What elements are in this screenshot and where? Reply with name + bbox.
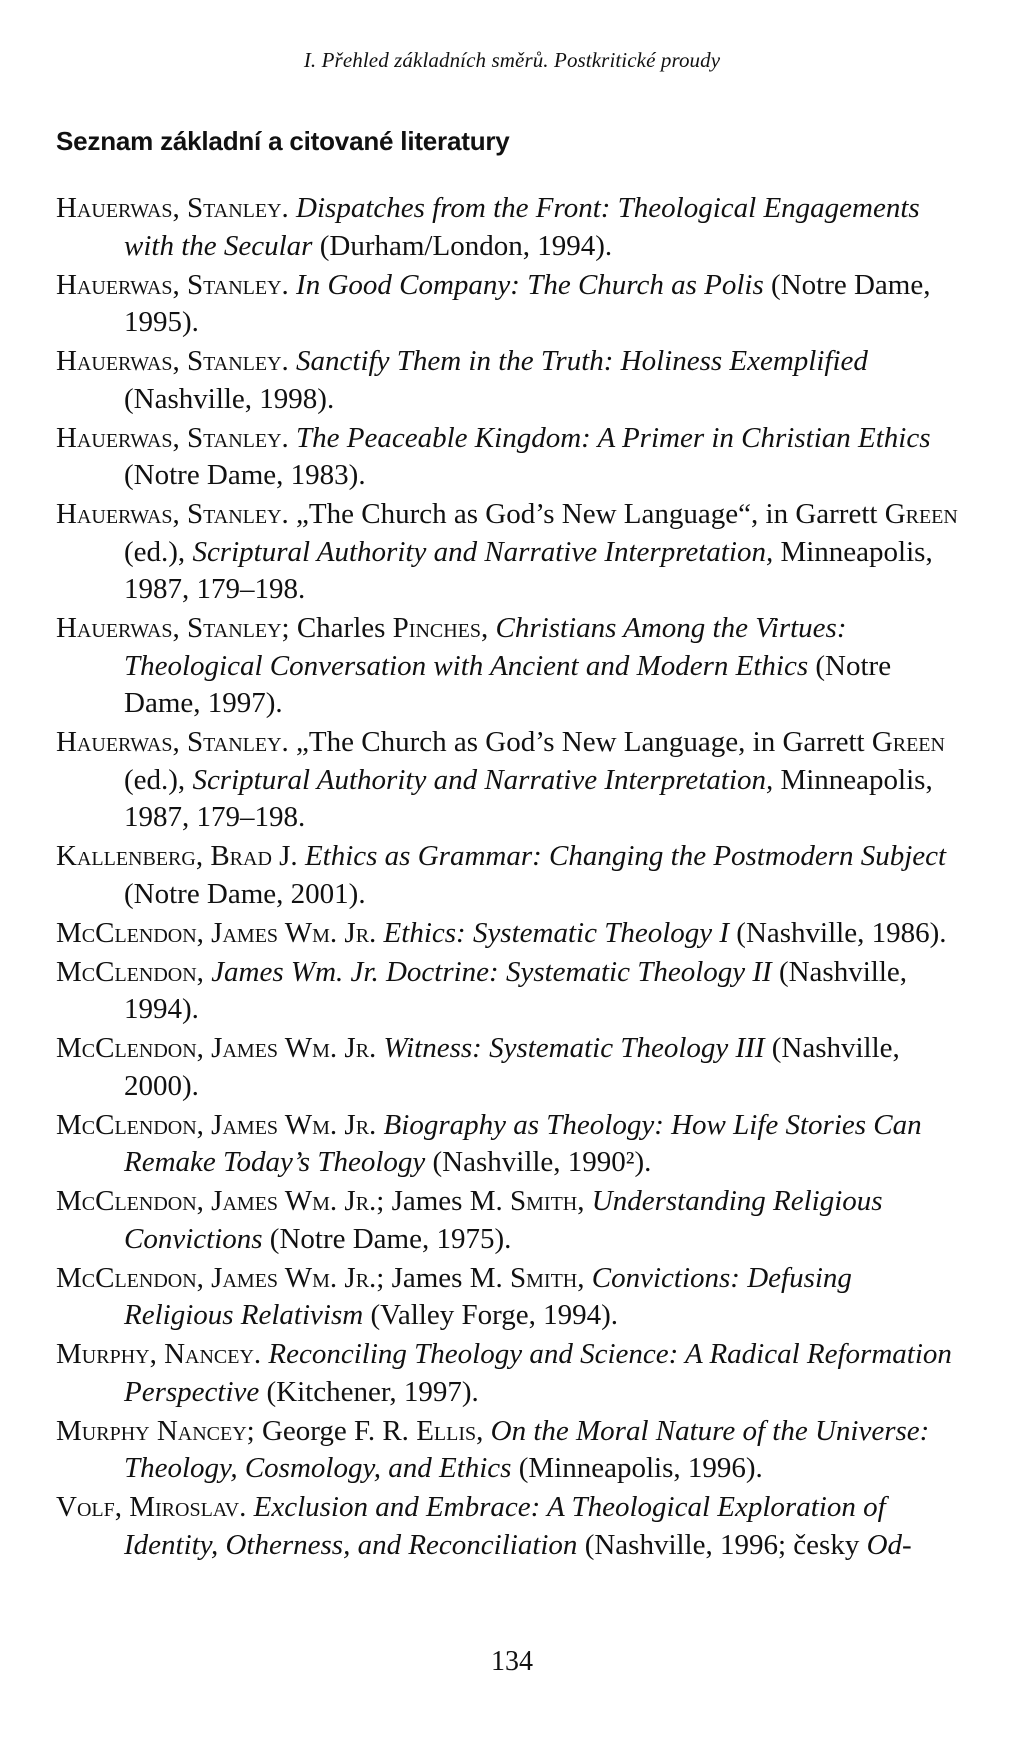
entry-title: Biography as Theology: How Life Stories Can Remake Today’s Theology	[124, 1108, 922, 1178]
bibliography-entry	[56, 1489, 966, 1564]
entry-text	[289, 269, 296, 301]
entry-coauthor: Ellis	[416, 1414, 477, 1447]
entry-text: James M.	[384, 1185, 511, 1217]
entry-publication: (Nashville, 1998).	[124, 382, 335, 415]
bibliography-entry	[56, 1336, 966, 1411]
bibliography-list	[56, 190, 966, 1566]
entry-text: „The Church as God’s New Language“, in Garrett	[288, 498, 885, 530]
bibliography-entry	[56, 610, 966, 723]
bibliography-entry	[56, 1260, 966, 1335]
page-number: 134	[491, 1646, 533, 1677]
entry-publication: (Minneapolis, 1996).	[511, 1452, 763, 1484]
entry-publication: (Nashville, 1986).	[729, 916, 947, 949]
bibliography-entry	[56, 420, 966, 495]
bibliography-entry	[56, 496, 966, 609]
entry-title: Exclusion and Embrace: A Theological Exploration of Identity, Otherness, and Reconciliation	[124, 1491, 886, 1561]
entry-publication: (Nashville, 2000).	[124, 1032, 900, 1102]
entry-author: McClendon, James Wm. Jr.;	[56, 1261, 385, 1294]
entry-coauthor: Pinches	[392, 612, 482, 644]
entry-text: (ed.),	[124, 763, 193, 796]
entry-title: In Good Company: The Church as Polis	[296, 268, 764, 301]
entry-author: McClendon, James Wm. Jr.	[56, 1108, 377, 1141]
bibliography-entry	[56, 724, 966, 837]
entry-text	[298, 840, 305, 872]
entry-title-continued: Od-	[866, 1528, 912, 1561]
entry-author: Hauerwas, Stanley.	[56, 345, 289, 377]
entry-publication: (Kitchener, 1997).	[259, 1375, 479, 1408]
entry-title: Scriptural Authority and Narrative Interpretation,	[192, 763, 774, 796]
entry-text	[376, 1109, 383, 1141]
entry-text: Charles	[289, 612, 393, 644]
bibliography-entry	[56, 343, 966, 418]
bibliography-entry	[56, 954, 966, 1029]
entry-text	[376, 917, 383, 949]
entry-title: Ethics: Systematic Theology I	[383, 916, 730, 949]
entry-text: „The Church as God’s New Language, in Garrett	[288, 726, 872, 758]
entry-publication: Minneapolis, 1987, 179–198.	[124, 535, 933, 605]
entry-title: Witness: Systematic Theology III	[383, 1032, 765, 1064]
entry-publication: (Notre Dame, 2001).	[124, 877, 366, 910]
entry-author: Hauerwas, Stanley;	[56, 612, 290, 644]
entry-author: McClendon, James Wm. Jr.;	[56, 1185, 385, 1217]
entry-author: Hauerwas, Stanley.	[56, 498, 289, 530]
section-title: Seznam základní a citované literatury	[56, 126, 510, 156]
entry-author: Hauerwas, Stanley.	[56, 192, 289, 224]
entry-title: Christians Among the Virtues: Theological Conversation with Ancient and Modern Ethics	[124, 612, 847, 682]
entry-title: Reconciling Theology and Science: A Radical Reformation Perspective	[124, 1338, 952, 1408]
entry-title: Understanding Religious Convictions	[124, 1185, 883, 1255]
entry-publication: (Durham/London, 1994).	[312, 229, 613, 262]
bibliography-entry	[56, 838, 966, 913]
running-head: I. Přehled základních směrů. Postkritické proudy	[303, 48, 721, 72]
entry-title: Scriptural Authority and Narrative Interpretation,	[192, 535, 774, 568]
bibliography-entry	[56, 1413, 966, 1488]
entry-publication: (Valley Forge, 1994).	[363, 1299, 619, 1331]
entry-text	[289, 422, 296, 454]
entry-text: (ed.),	[124, 535, 193, 568]
entry-publication: (Notre Dame, 1975).	[262, 1222, 512, 1255]
entry-author: Hauerwas, Stanley.	[56, 421, 289, 454]
entry-author: Hauerwas, Stanley.	[56, 268, 289, 301]
entry-title: Ethics as Grammar: Changing the Postmodern Subject	[304, 840, 947, 872]
bibliography-entry	[56, 190, 966, 265]
entry-title: Convictions: Defusing Religious Relativism	[124, 1261, 852, 1331]
entry-coauthor: Smith	[510, 1261, 578, 1294]
bibliography-entry	[56, 1107, 966, 1182]
entry-author: Volf, Miroslav.	[56, 1491, 247, 1523]
entry-text	[289, 345, 296, 377]
entry-text: ,	[577, 1261, 592, 1294]
entry-text: ,	[577, 1185, 592, 1217]
entry-editor: Green	[871, 726, 945, 758]
entry-title: On the Moral Nature of the Universe: Theology, Cosmology, and Ethics	[124, 1414, 930, 1484]
entry-publication: (Notre Dame, 1997).	[124, 649, 892, 719]
entry-text: James M.	[384, 1261, 511, 1294]
entry-text: George F. R.	[254, 1414, 417, 1447]
entry-author: Murphy, Nancey.	[56, 1338, 262, 1370]
bibliography-entry	[56, 915, 966, 953]
entry-publication: (Notre Dame, 1995).	[124, 268, 931, 338]
entry-author: McClendon, James Wm. Jr.	[56, 1032, 377, 1064]
entry-publication: (Notre Dame, 1983).	[124, 459, 366, 491]
entry-title: Dispatches from the Front: Theological Engagements with the Secular	[124, 192, 920, 262]
bibliography-entry	[56, 267, 966, 342]
entry-author: Kallenberg, Brad J.	[56, 840, 298, 872]
entry-coauthor: Smith	[510, 1185, 578, 1217]
entry-publication: (Nashville, 1996; česky	[577, 1528, 867, 1561]
bibliography-entry	[56, 1030, 966, 1105]
entry-author: Hauerwas, Stanley.	[56, 726, 289, 758]
entry-author: McClendon,	[56, 955, 204, 988]
entry-text	[246, 1491, 253, 1523]
entry-author: McClendon, James Wm. Jr.	[56, 916, 377, 949]
entry-text	[376, 1032, 383, 1064]
entry-title: Sanctify Them in the Truth: Holiness Exemplified	[296, 345, 868, 377]
entry-text	[289, 192, 296, 224]
entry-publication: (Nashville, 1990²).	[425, 1146, 652, 1178]
bibliography-entry	[56, 1183, 966, 1258]
entry-publication: Minneapolis, 1987, 179–198.	[124, 763, 933, 833]
entry-text: ,	[481, 612, 496, 644]
entry-text: ,	[476, 1414, 491, 1447]
entry-editor: Green	[884, 498, 958, 530]
entry-author: Murphy Nancey;	[56, 1414, 255, 1447]
entry-publication: (Nashville, 1994).	[124, 955, 908, 1025]
entry-title: James Wm. Jr. Doctrine: Systematic Theology II	[211, 955, 772, 988]
entry-title: The Peaceable Kingdom: A Primer in Christian Ethics	[296, 421, 931, 454]
